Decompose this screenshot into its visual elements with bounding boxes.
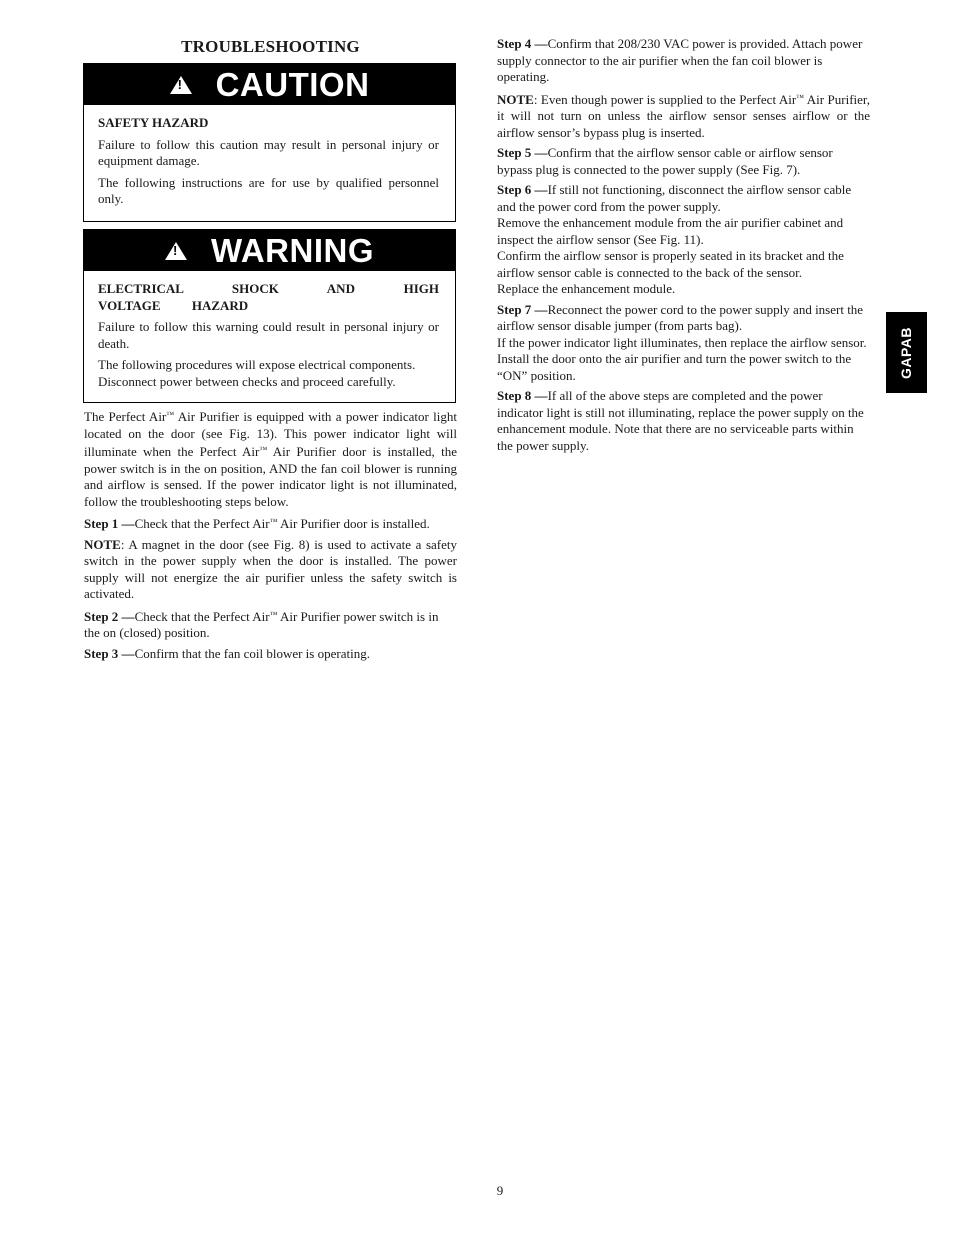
intro-paragraph	[84, 407, 457, 510]
step-label: Step 6 —	[497, 182, 548, 197]
step-label: Step 1 —	[84, 516, 135, 531]
step-1	[84, 514, 457, 533]
step-6-detail: Confirm the airflow sensor is properly seated in its bracket and the airflow sensor cable is connected to the back of the sensor.	[497, 248, 844, 280]
note-2	[497, 90, 870, 142]
step-6-detail: Remove the enhancement module from the air purifier cabinet and inspect the airflow sensor (See Fig. 11).	[497, 215, 844, 247]
step-2	[84, 607, 457, 642]
right-column-text	[497, 36, 870, 454]
intro-text: Air Purifier is equipped with a power indicator light located on the door (see Fig. 13). This power indicator light will illuminate when the Perfect Air	[84, 409, 457, 459]
warning-triangle-icon	[170, 76, 192, 94]
step-label: Step 2 —	[84, 608, 135, 624]
trademark-symbol: ™	[269, 609, 278, 619]
step-6-detail: Replace the enhancement module.	[497, 281, 676, 296]
warning-triangle-icon	[165, 242, 187, 260]
trademark-symbol: ™	[259, 445, 268, 454]
warning-title: WARNING	[211, 231, 374, 269]
warning-paragraph: Failure to follow this warning could result in personal injury or death.	[98, 319, 439, 351]
step-text: Reconnect the power cord to the power supply and insert the airflow sensor disable jumper (from parts bag).	[497, 301, 864, 333]
step-7	[497, 302, 870, 335]
step-label: Step 8 —	[497, 388, 548, 403]
note-text: : Even though power is supplied to the Perfect Air	[533, 91, 797, 107]
caution-paragraph: The following instructions are for use by qualified personnel only.	[98, 174, 439, 206]
step-7-detail: If the power indicator light illuminates, then replace the airflow sensor.	[497, 334, 867, 350]
step-text: Confirm that 208/230 VAC power is provided. Attach power supply connector to the air purifier when the fan coil blower is operating.	[497, 36, 863, 84]
caution-hazard: SAFETY HAZARD	[98, 115, 209, 130]
caution-box	[83, 63, 456, 222]
step-4	[497, 36, 870, 86]
trademark-symbol: ™	[796, 92, 804, 102]
trademark-symbol: ™	[269, 517, 278, 526]
note-text: Air Purifier, it will not turn on unless the airflow sensor senses airflow or the airflow sensor’s bypass plug is inserted.	[497, 91, 870, 140]
section-title: TROUBLESHOOTING	[181, 37, 360, 56]
step-text: Check that the Perfect Air	[134, 516, 270, 531]
step-label: Step 4 —	[497, 36, 548, 51]
caution-header	[84, 64, 455, 105]
side-tab-label: GAPAB	[898, 326, 915, 379]
step-text: Check that the Perfect Air	[134, 608, 270, 624]
step-7-detail: Install the door onto the air purifier and turn the power switch to the “ON” position.	[497, 351, 852, 383]
warning-paragraph: The following procedures will expose electrical components. Disconnect power between checks and proceed carefully.	[98, 357, 416, 389]
warning-body	[84, 271, 455, 390]
trademark-symbol: ™	[166, 410, 175, 419]
intro-text: The Perfect Air	[84, 409, 167, 424]
warning-hazard: ELECTRICAL SHOCK AND HIGH VOLTAGE HAZARD	[98, 281, 439, 313]
step-text: If still not functioning, disconnect the airflow sensor cable and the power cord from the power supply.	[497, 182, 852, 214]
note-label: NOTE	[497, 91, 534, 107]
intro-text: Air Purifier door is installed, the power switch is in the on position, AND the fan coil blower is running and airflow is sensed. If the power indicator light is not illuminated, follow the troubleshooting steps below.	[84, 444, 457, 509]
caution-body	[84, 105, 455, 208]
step-label: Step 3 —	[84, 645, 135, 661]
step-6	[497, 182, 870, 215]
step-text: Confirm that the fan coil blower is operating.	[134, 645, 370, 661]
side-tab	[886, 312, 927, 393]
step-text: Air Purifier door is installed.	[277, 516, 430, 531]
step-3	[84, 646, 457, 663]
warning-box	[83, 229, 456, 403]
left-column-text	[84, 407, 457, 662]
caution-title: CAUTION	[215, 65, 370, 103]
caution-paragraph: Failure to follow this caution may result in personal injury or equipment damage.	[98, 136, 439, 168]
step-8	[497, 388, 870, 454]
page-number: 9	[496, 1183, 504, 1198]
step-text: Confirm that the airflow sensor cable or airflow sensor bypass plug is connected to the power supply (See Fig. 7).	[497, 145, 833, 177]
note-label: NOTE	[84, 536, 121, 552]
step-5	[497, 145, 870, 178]
step-text: If all of the above steps are completed and the power indicator light is still not illuminating, replace the power supply on the enhancement module. Note that there are no serviceable parts within the power supply.	[497, 388, 864, 453]
step-label: Step 5 —	[497, 145, 548, 160]
step-label: Step 7 —	[497, 301, 548, 317]
step-text: Air Purifier power switch is in the on (closed) position.	[84, 608, 439, 640]
note-1	[84, 537, 457, 603]
note-text: : A magnet in the door (see Fig. 8) is used to activate a safety switch in the power supply when the door is installed. The power supply will not energize the air purifier unless the safety switch is activated.	[84, 536, 457, 601]
warning-header	[84, 230, 455, 271]
